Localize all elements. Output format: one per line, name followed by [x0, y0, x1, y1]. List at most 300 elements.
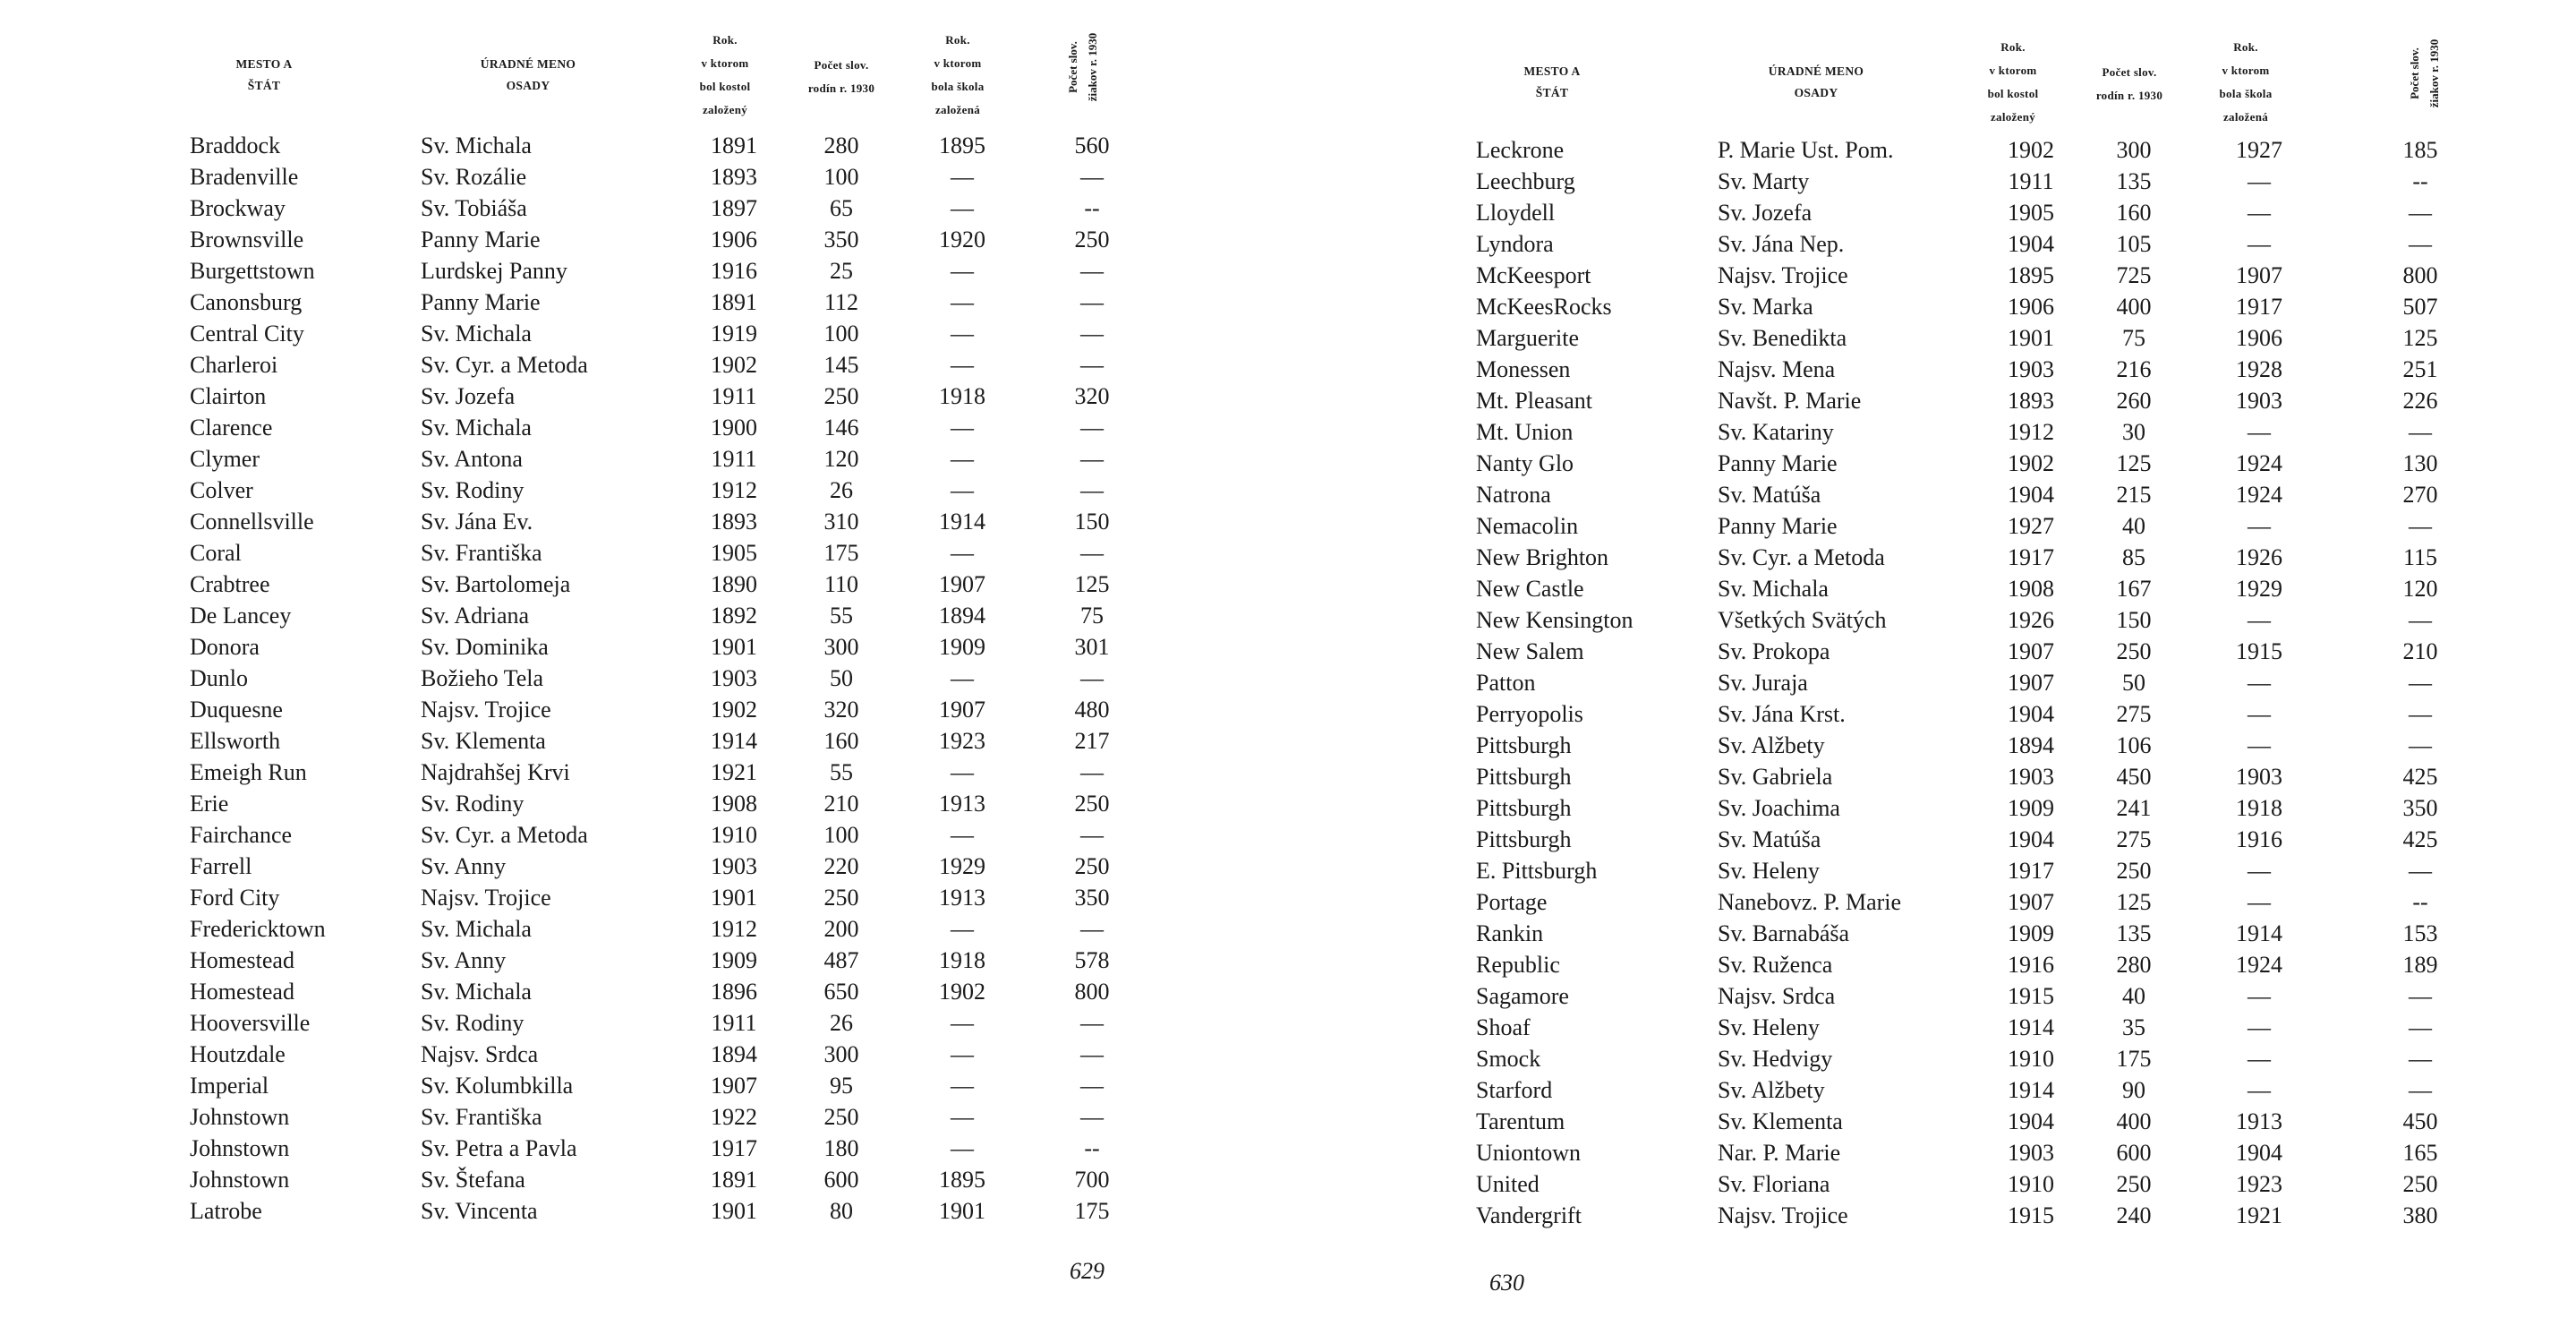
church-year-cell: 1917 — [2008, 544, 2054, 570]
families-count-cell: 400 — [2116, 1108, 2152, 1134]
pupils-count-cell: — — [1080, 477, 1104, 503]
city-cell: Starford — [1476, 1077, 1553, 1103]
church-year-cell: 1902 — [2008, 450, 2054, 476]
families-count-cell: 241 — [2116, 795, 2152, 821]
pupils-count-cell: 350 — [1074, 885, 1110, 911]
church-year-cell: 1921 — [711, 759, 757, 785]
city-cell: Dunlo — [190, 665, 248, 691]
table-row — [1288, 980, 2576, 1012]
table-row — [1288, 667, 2576, 698]
pupils-count-cell: 250 — [1074, 853, 1110, 879]
school-year-cell: 1894 — [939, 603, 985, 629]
parish-name-cell: Panny Marie — [421, 227, 541, 252]
church-year-cell: 1904 — [2008, 231, 2054, 257]
table-row — [1288, 1012, 2576, 1043]
parish-name-cell: Sv. Adriana — [421, 603, 530, 629]
city-cell: Shoaf — [1476, 1014, 1531, 1040]
pupils-count-cell: — — [1080, 540, 1104, 566]
families-count-cell: 75 — [2122, 325, 2145, 351]
church-year-cell: 1903 — [2008, 356, 2054, 382]
parish-name-cell: Sv. Klementa — [1718, 1108, 1843, 1134]
school-year-cell: — — [2248, 983, 2271, 1009]
city-cell: Sagamore — [1476, 983, 1569, 1009]
pupils-count-cell: — — [1080, 352, 1104, 378]
church-year-cell: 1892 — [711, 603, 757, 629]
families-count-cell: 40 — [2122, 513, 2145, 539]
city-cell: Crabtree — [190, 571, 270, 597]
school-year-cell: 1924 — [2236, 482, 2282, 508]
school-year-cell: 1895 — [939, 133, 985, 158]
families-count-cell: 175 — [2116, 1046, 2152, 1072]
pupils-count-cell: — — [1080, 446, 1104, 472]
school-year-cell: — — [951, 258, 974, 284]
families-count-cell: 35 — [2122, 1014, 2145, 1040]
families-count-cell: 350 — [823, 227, 859, 252]
church-year-cell: 1912 — [2008, 419, 2054, 445]
families-count-cell: 30 — [2122, 419, 2145, 445]
families-count-cell: 275 — [2116, 701, 2152, 727]
parish-name-cell: Sv. Heleny — [1718, 1014, 1820, 1040]
church-year-cell: 1907 — [2008, 889, 2054, 915]
header-families: Počet slov. rodín r. 1930 — [807, 58, 875, 95]
families-count-cell: 216 — [2116, 356, 2152, 382]
city-cell: Fairchance — [190, 822, 293, 848]
table-row — [0, 349, 1288, 381]
city-cell: Central City — [190, 321, 304, 346]
church-year-cell: 1902 — [711, 697, 757, 723]
parish-name-cell: Sv. Cyr. a Metoda — [1718, 544, 1885, 570]
church-year-cell: 1909 — [711, 947, 757, 973]
church-year-cell: 1901 — [2008, 325, 2054, 351]
table-row — [1288, 260, 2576, 291]
families-count-cell: 250 — [823, 885, 859, 911]
table-row — [0, 287, 1288, 318]
pupils-count-cell: 250 — [1074, 227, 1110, 252]
church-year-cell: 1926 — [2008, 607, 2054, 633]
church-year-cell: 1910 — [2008, 1171, 2054, 1197]
church-year-cell: 1908 — [2008, 576, 2054, 602]
families-count-cell: 135 — [2116, 168, 2152, 194]
parish-name-cell: Sv. Jozefa — [421, 383, 516, 409]
parish-name-cell: Sv. Rozálie — [421, 164, 527, 190]
pupils-count-cell: -- — [2412, 889, 2428, 915]
parish-name-cell: Sv. Matúša — [1718, 826, 1821, 852]
city-cell: Pittsburgh — [1476, 732, 1572, 758]
church-year-cell: 1893 — [711, 509, 757, 535]
city-cell: Perryopolis — [1476, 701, 1583, 727]
parish-name-cell: Sv. Dominika — [421, 634, 549, 660]
table-row — [1288, 698, 2576, 730]
table-row — [1288, 385, 2576, 416]
parish-name-cell: Najsv. Srdca — [421, 1041, 539, 1067]
parish-name-cell: Sv. Anny — [421, 853, 507, 879]
families-count-cell: 106 — [2116, 732, 2152, 758]
school-year-cell: 1918 — [939, 947, 985, 973]
parish-name-cell: Sv. Petra a Pavla — [421, 1135, 577, 1161]
school-year-cell: 1929 — [2236, 576, 2282, 602]
school-year-cell: 1902 — [939, 979, 985, 1005]
city-cell: Rankin — [1476, 920, 1544, 946]
parish-name-cell: Sv. Tobiáša — [421, 195, 527, 221]
church-year-cell: 1917 — [2008, 858, 2054, 884]
parish-name-cell: Sv. Michala — [421, 321, 532, 346]
pupils-count-cell: — — [2409, 513, 2432, 539]
city-cell: Bradenville — [190, 164, 299, 190]
school-year-cell: 1903 — [2236, 764, 2282, 790]
table-row — [1288, 573, 2576, 604]
city-cell: Emeigh Run — [190, 759, 307, 785]
church-year-cell: 1904 — [2008, 1108, 2054, 1134]
table-row — [1288, 886, 2576, 918]
parish-name-cell: Sv. Vincenta — [421, 1198, 538, 1224]
pupils-count-cell: — — [2409, 1077, 2432, 1103]
families-count-cell: 260 — [2116, 388, 2152, 414]
pupils-count-cell: — — [1080, 415, 1104, 441]
school-year-cell: 1895 — [939, 1167, 985, 1193]
families-count-cell: 160 — [2116, 200, 2152, 226]
church-year-cell: 1911 — [711, 1010, 757, 1036]
families-count-cell: 105 — [2116, 231, 2152, 257]
city-cell: Portage — [1476, 889, 1548, 915]
table-row — [1288, 448, 2576, 479]
school-year-cell: 1923 — [939, 728, 985, 754]
city-cell: United — [1476, 1171, 1540, 1197]
school-year-cell: 1926 — [2236, 544, 2282, 570]
pupils-count-cell: -- — [2412, 168, 2428, 194]
page-number: 630 — [1489, 1270, 1524, 1296]
pupils-count-cell: 560 — [1074, 133, 1110, 158]
church-year-cell: 1890 — [711, 571, 757, 597]
church-year-cell: 1905 — [711, 540, 757, 566]
parish-name-cell: Sv. Gabriela — [1718, 764, 1833, 790]
school-year-cell: — — [951, 352, 974, 378]
church-year-cell: 1902 — [2008, 137, 2054, 163]
table-row — [1288, 636, 2576, 667]
pupils-count-cell: — — [1080, 321, 1104, 346]
pupils-count-cell: — — [2409, 732, 2432, 758]
families-count-cell: 400 — [2116, 294, 2152, 320]
table-row — [1288, 416, 2576, 448]
parish-name-cell: Sv. Ruženca — [1718, 952, 1833, 978]
church-year-cell: 1895 — [2008, 262, 2054, 288]
school-year-cell: 1907 — [939, 571, 985, 597]
school-year-cell: — — [951, 415, 974, 441]
school-year-cell: 1906 — [2236, 325, 2282, 351]
church-year-cell: 1911 — [2008, 168, 2054, 194]
parish-name-cell: Sv. Benedikta — [1718, 325, 1847, 351]
pupils-count-cell: 800 — [2402, 262, 2438, 288]
table-row — [0, 819, 1288, 851]
parish-name-cell: Sv. Alžbety — [1718, 732, 1825, 758]
school-year-cell: 1903 — [2236, 388, 2282, 414]
families-count-cell: 220 — [823, 853, 859, 879]
city-cell: Johnstown — [190, 1135, 290, 1161]
families-count-cell: 280 — [2116, 952, 2152, 978]
parish-name-cell: Sv. Michala — [1718, 576, 1829, 602]
city-cell: New Brighton — [1476, 544, 1609, 570]
church-year-cell: 1914 — [2008, 1014, 2054, 1040]
families-count-cell: 200 — [823, 916, 859, 942]
table-row — [0, 788, 1288, 819]
families-count-cell: 145 — [823, 352, 859, 378]
school-year-cell: — — [2248, 701, 2271, 727]
parish-name-cell: Sv. Kolumbkilla — [421, 1073, 574, 1099]
table-row — [0, 631, 1288, 663]
school-year-cell: 1914 — [2236, 920, 2282, 946]
table-row — [1288, 604, 2576, 636]
church-year-cell: 1910 — [711, 822, 757, 848]
families-count-cell: 112 — [823, 289, 859, 315]
table-row — [0, 537, 1288, 569]
school-year-cell: — — [2248, 168, 2271, 194]
table-row — [0, 475, 1288, 506]
school-year-cell: — — [951, 759, 974, 785]
church-year-cell: 1905 — [2008, 200, 2054, 226]
church-year-cell: 1904 — [2008, 826, 2054, 852]
city-cell: Nanty Glo — [1476, 450, 1574, 476]
parish-name-cell: Sv. Jozefa — [1718, 200, 1813, 226]
table-row — [0, 1007, 1288, 1039]
table-row — [0, 1070, 1288, 1101]
parish-name-cell: Sv. Anny — [421, 947, 507, 973]
table-row — [0, 506, 1288, 537]
school-year-cell: — — [951, 1135, 974, 1161]
table-row — [0, 443, 1288, 475]
header-church-year: Rok. v ktorom bol kostol založený — [699, 33, 751, 116]
parish-name-cell: Sv. Jána Ev. — [421, 509, 533, 535]
city-cell: Natrona — [1476, 482, 1551, 508]
church-year-cell: 1891 — [711, 289, 757, 315]
table-row — [1288, 1137, 2576, 1168]
table-row — [0, 976, 1288, 1007]
families-count-cell: 50 — [830, 665, 853, 691]
families-count-cell: 125 — [2116, 889, 2152, 915]
parish-name-cell: Sv. Alžbety — [1718, 1077, 1825, 1103]
school-year-cell: 1914 — [939, 509, 985, 535]
church-year-cell: 1903 — [711, 665, 757, 691]
church-year-cell: 1917 — [711, 1135, 757, 1161]
school-year-cell: — — [2248, 419, 2271, 445]
parish-name-cell: Najsv. Trojice — [421, 697, 551, 723]
city-cell: New Castle — [1476, 576, 1584, 602]
table-row — [1288, 1074, 2576, 1106]
families-count-cell: 65 — [830, 195, 853, 221]
city-cell: E. Pittsburgh — [1476, 858, 1598, 884]
church-year-cell: 1927 — [2008, 513, 2054, 539]
school-year-cell: 1917 — [2236, 294, 2282, 320]
pupils-count-cell: 185 — [2402, 137, 2438, 163]
table-row — [1288, 228, 2576, 260]
families-count-cell: 175 — [823, 540, 859, 566]
table-row — [0, 412, 1288, 443]
table-row — [0, 1164, 1288, 1195]
city-cell: Mt. Union — [1476, 419, 1574, 445]
city-cell: Donora — [190, 634, 260, 660]
city-cell: Monessen — [1476, 356, 1571, 382]
pupils-count-cell: 425 — [2402, 764, 2438, 790]
school-year-cell: 1901 — [939, 1198, 985, 1224]
table-row — [0, 725, 1288, 757]
pupils-count-cell: — — [1080, 1104, 1104, 1130]
city-cell: New Kensington — [1476, 607, 1633, 633]
school-year-cell: 1916 — [2236, 826, 2282, 852]
families-count-cell: 180 — [823, 1135, 859, 1161]
header-city: MESTO A ŠTÁT — [235, 57, 293, 92]
school-year-cell: 1920 — [939, 227, 985, 252]
city-cell: Republic — [1476, 952, 1560, 978]
church-year-cell: 1922 — [711, 1104, 757, 1130]
church-year-cell: 1916 — [711, 258, 757, 284]
school-year-cell: — — [951, 665, 974, 691]
pupils-count-cell: 226 — [2402, 388, 2438, 414]
city-cell: Canonsburg — [190, 289, 303, 315]
city-cell: Smock — [1476, 1046, 1541, 1072]
city-cell: Pittsburgh — [1476, 826, 1572, 852]
parish-name-cell: Sv. Barnabáša — [1718, 920, 1850, 946]
table-row — [1288, 1106, 2576, 1137]
pupils-count-cell: 175 — [1074, 1198, 1110, 1224]
table-row — [1288, 1200, 2576, 1231]
city-cell: Clairton — [190, 383, 267, 409]
parish-name-cell: Sv. Cyr. a Metoda — [421, 822, 588, 848]
families-count-cell: 90 — [2122, 1077, 2145, 1103]
parish-name-cell: Nanebovz. P. Marie — [1718, 889, 1902, 915]
city-cell: Coral — [190, 540, 242, 566]
families-count-cell: 450 — [2116, 764, 2152, 790]
school-year-cell: — — [951, 822, 974, 848]
pupils-count-cell: 125 — [2402, 325, 2438, 351]
city-cell: Mt. Pleasant — [1476, 388, 1592, 414]
church-year-cell: 1893 — [711, 164, 757, 190]
pupils-count-cell: — — [1080, 822, 1104, 848]
church-year-cell: 1897 — [711, 195, 757, 221]
pupils-count-cell: — — [2409, 670, 2432, 696]
parish-name-cell: P. Marie Ust. Pom. — [1718, 137, 1894, 163]
school-year-cell: 1904 — [2236, 1140, 2282, 1166]
city-cell: Marguerite — [1476, 325, 1580, 351]
table-row — [0, 757, 1288, 788]
city-cell: Uniontown — [1476, 1140, 1581, 1166]
header-pupils: Počet slov. žiakov r. 1930 — [2408, 38, 2441, 108]
church-year-cell: 1915 — [2008, 1202, 2054, 1228]
church-year-cell: 1916 — [2008, 952, 2054, 978]
families-count-cell: 100 — [823, 822, 859, 848]
school-year-cell: 1913 — [939, 885, 985, 911]
pupils-count-cell: 270 — [2402, 482, 2438, 508]
church-year-cell: 1907 — [2008, 670, 2054, 696]
families-count-cell: 310 — [823, 509, 859, 535]
families-count-cell: 275 — [2116, 826, 2152, 852]
pupils-count-cell: 700 — [1074, 1167, 1110, 1193]
city-cell: Imperial — [190, 1073, 269, 1099]
school-year-cell: — — [951, 446, 974, 472]
city-cell: Connellsville — [190, 509, 314, 535]
parish-name-cell: Sv. Jána Nep. — [1718, 231, 1845, 257]
pupils-count-cell: — — [2409, 701, 2432, 727]
pupils-count-cell: — — [1080, 289, 1104, 315]
table-row — [1288, 134, 2576, 166]
parish-name-cell: Sv. Matúša — [1718, 482, 1821, 508]
families-count-cell: 300 — [823, 634, 859, 660]
school-year-cell: — — [2248, 200, 2271, 226]
table-row — [1288, 354, 2576, 385]
pupils-count-cell: 189 — [2402, 952, 2438, 978]
families-count-cell: 150 — [2116, 607, 2152, 633]
families-count-cell: 600 — [2116, 1140, 2152, 1166]
families-count-cell: 100 — [823, 321, 859, 346]
right-page — [1288, 0, 2576, 1343]
city-cell: Hooversville — [190, 1010, 311, 1036]
parish-name-cell: Sv. Floriana — [1718, 1171, 1830, 1197]
families-count-cell: 600 — [823, 1167, 859, 1193]
school-year-cell: — — [951, 321, 974, 346]
header-pupils: Počet slov. žiakov r. 1930 — [1066, 32, 1099, 102]
school-year-cell: 1907 — [939, 697, 985, 723]
parish-name-cell: Sv. Prokopa — [1718, 638, 1830, 664]
families-count-cell: 487 — [823, 947, 859, 973]
school-year-cell: 1915 — [2236, 638, 2282, 664]
families-count-cell: 650 — [823, 979, 859, 1005]
city-cell: Clymer — [190, 446, 260, 472]
church-year-cell: 1906 — [711, 227, 757, 252]
city-cell: Pittsburgh — [1476, 795, 1572, 821]
column-header — [0, 0, 1288, 134]
parish-name-cell: Sv. Klementa — [421, 728, 546, 754]
pupils-count-cell: 120 — [2402, 576, 2438, 602]
pupils-count-cell: 480 — [1074, 697, 1110, 723]
city-cell: Lyndora — [1476, 231, 1554, 257]
table-row — [1288, 197, 2576, 228]
parish-name-cell: Sv. Marty — [1718, 168, 1810, 194]
parish-name-cell: Najsv. Trojice — [421, 885, 551, 911]
city-cell: De Lancey — [190, 603, 292, 629]
parish-name-cell: Sv. Rodiny — [421, 1010, 525, 1036]
pupils-count-cell: — — [2409, 983, 2432, 1009]
families-count-cell: 85 — [2122, 544, 2145, 570]
table-row — [1288, 949, 2576, 980]
school-year-cell: — — [951, 1041, 974, 1067]
school-year-cell: 1921 — [2236, 1202, 2282, 1228]
pupils-count-cell: 75 — [1080, 603, 1104, 629]
families-count-cell: 80 — [830, 1198, 853, 1224]
pupils-count-cell: -- — [1084, 1135, 1100, 1161]
school-year-cell: — — [951, 1104, 974, 1130]
parish-name-cell: Sv. Františka — [421, 540, 542, 566]
school-year-cell: 1913 — [2236, 1108, 2282, 1134]
church-year-cell: 1904 — [2008, 701, 2054, 727]
pupils-count-cell: 507 — [2402, 294, 2438, 320]
table-row — [0, 192, 1288, 224]
parish-name-cell: Nar. P. Marie — [1718, 1140, 1841, 1166]
city-cell: Ellsworth — [190, 728, 281, 754]
table-row — [0, 882, 1288, 913]
school-year-cell: 1927 — [2236, 137, 2282, 163]
pupils-count-cell: — — [2409, 419, 2432, 445]
school-year-cell: — — [2248, 858, 2271, 884]
city-cell: Homestead — [190, 979, 294, 1005]
church-year-cell: 1902 — [711, 352, 757, 378]
church-year-cell: 1907 — [2008, 638, 2054, 664]
church-year-cell: 1896 — [711, 979, 757, 1005]
city-cell: Braddock — [190, 133, 281, 158]
parish-name-cell: Panny Marie — [1718, 450, 1838, 476]
families-count-cell: 160 — [823, 728, 859, 754]
parish-name-cell: Sv. Bartolomeja — [421, 571, 571, 597]
families-count-cell: 215 — [2116, 482, 2152, 508]
families-count-cell: 725 — [2116, 262, 2152, 288]
school-year-cell: — — [951, 289, 974, 315]
parish-name-cell: Najsv. Trojice — [1718, 262, 1848, 288]
